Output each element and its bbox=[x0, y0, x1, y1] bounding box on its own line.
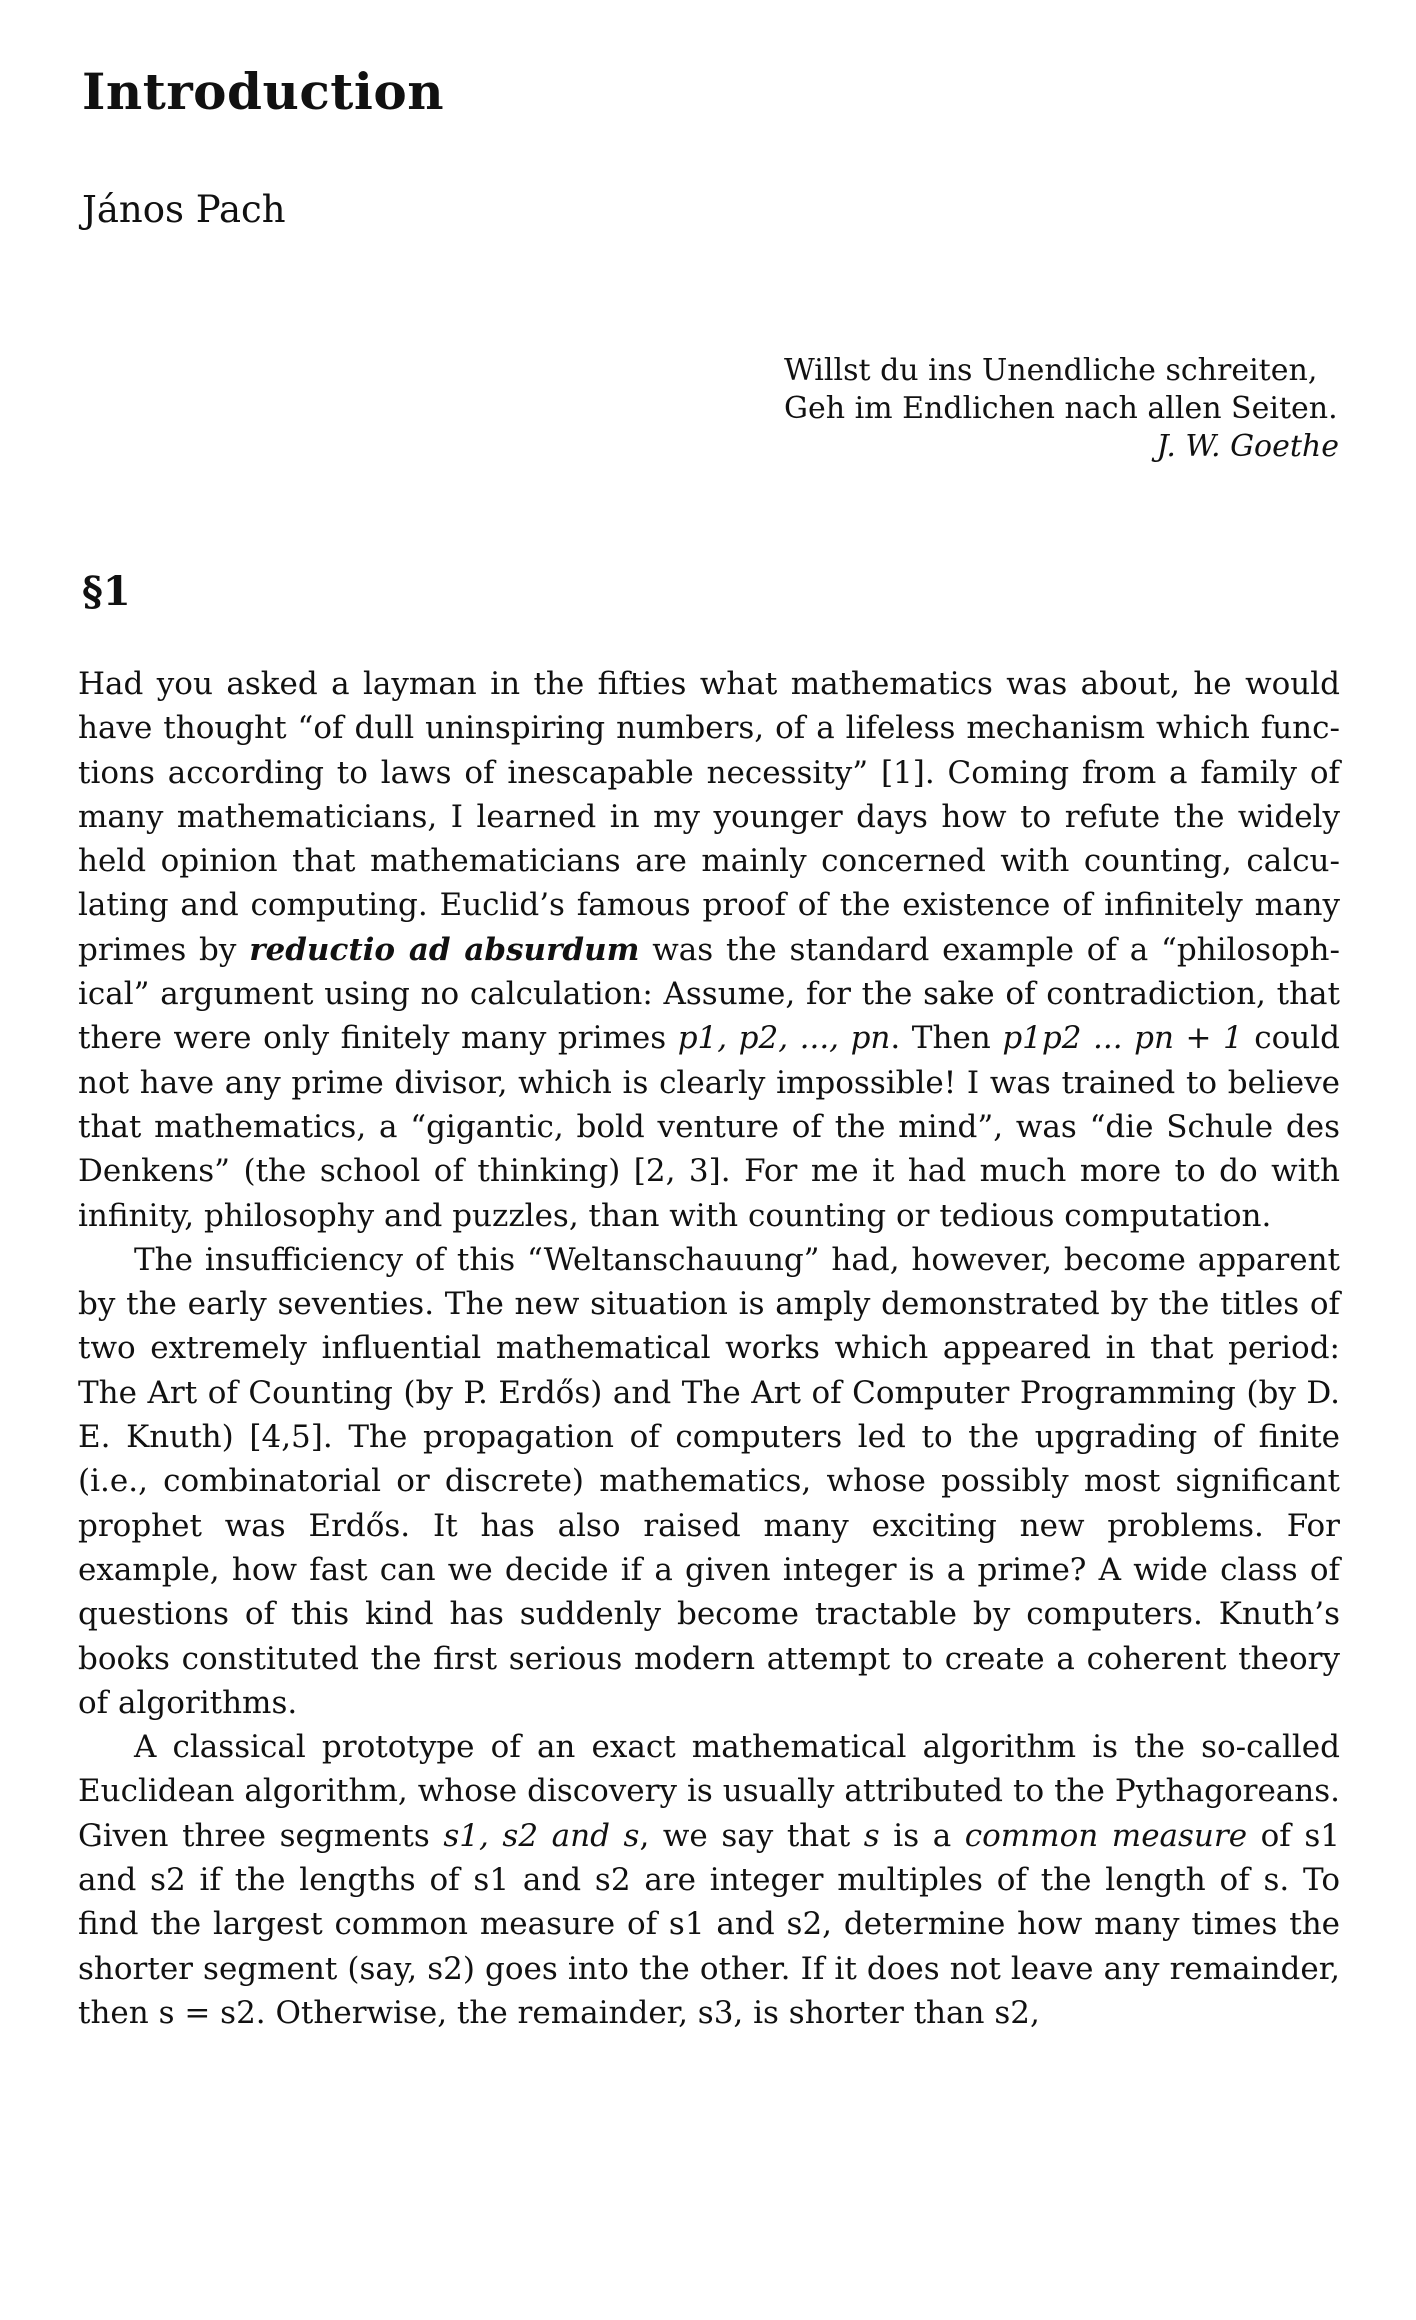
paragraph-1-part-a: Had you asked a layman in the fifties what mathematics was about, he would have thought “of dull uninspiring numbers, of a lifeless mechanism which functions according to laws of inescapable necessity” [1]. Coming from a family of many mathematicians, I learned in my younger days how to refute the widely held opinion that mathematicians are mainly concerned with counting, calculating and computing. Euclid’s famous proof of the existence of infinitely many primes by bbox=[78, 666, 1340, 968]
paragraph-3-part-d: of s1 and s2 if the lengths of s1 and s2 are integer multiples of the length of s. To find the largest common measure of s1 and s2, determine how many times the shorter segment (say, s2) goes into the other. If it does not leave any remainder, then s = s2. Otherwise, the remainder, s3, is shorter than s2, bbox=[78, 1817, 1340, 2031]
paragraph-3-part-b: , we say that bbox=[639, 1817, 864, 1854]
math-segment-s: s bbox=[863, 1817, 880, 1854]
paragraph-1-part-d: could not have any prime divisor, which is clearly impossible! I was trained to believe that mathematics, a “gigantic, bold venture of the mind”, was “die Schule des Denkens” (the school of thinking) [2, 3]. For me it had much more to do with infinity, philosophy and puzzles, than with counting or tedious computation. bbox=[78, 1020, 1340, 1234]
paragraph-3 bbox=[78, 1725, 1340, 2035]
epigraph-line-1: Willst du ins Unendliche schreiten, bbox=[784, 353, 1318, 388]
author-name: János Pach bbox=[82, 188, 286, 231]
math-primes-product: p1p2 ... pn + 1 bbox=[1002, 1020, 1243, 1057]
emphasis-reductio: reductio ad absurdum bbox=[249, 931, 640, 968]
paragraph-1-part-c: . Then bbox=[890, 1020, 1003, 1057]
paragraph-2: The insufficiency of this “Weltanschauung” had, however, become apparent by the early seventies. The new situation is amply demonstrated by the titles of two extremely influential mathematical works which appeared in that period: The Art of Counting (by P. Erdős) and The Art of Computer Programming (by D. E. Knuth) [4,5]. The propagation of computers led to the upgrading of finite (i.e., combinatorial or discrete) mathematics, whose possibly most significant prophet was Erdős. It has also raised many exciting new problems. For example, how fast can we decide if a given integer is a prime? A wide class of questions of this kind has suddenly become tractable by computers. Knuth’s books constituted the first serious modern attempt to create a coherent theory of algorithms. bbox=[78, 1241, 1340, 1721]
paragraph-1 bbox=[78, 662, 1340, 1238]
paragraph-3-part-a: A classical prototype of an exact mathematical algorithm is the so-called Euclidean algorithm, whose discovery is usually attributed to the Pythagoreans. Given three segments bbox=[78, 1729, 1340, 1854]
emphasis-common-measure: common measure bbox=[964, 1817, 1248, 1854]
chapter-title: Introduction bbox=[82, 62, 445, 121]
section-heading: §1 bbox=[82, 568, 131, 615]
page bbox=[78, 0, 1340, 2320]
paragraph-3-part-c: is a bbox=[879, 1817, 965, 1854]
epigraph-attribution: J. W. Goethe bbox=[1156, 429, 1339, 464]
epigraph bbox=[784, 352, 1339, 466]
math-segments: s1, s2 and s bbox=[443, 1817, 640, 1854]
epigraph-line-2: Geh im Endlichen nach allen Seiten. bbox=[784, 391, 1338, 426]
body-text bbox=[78, 662, 1340, 2035]
paragraph-1-part-b: was the standard example of a “philosophical” argument using no calculation: Assume, for the sake of contradiction, that there were only finitely many primes bbox=[78, 931, 1340, 1057]
math-primes-list: p1, p2, ..., pn bbox=[677, 1020, 891, 1057]
